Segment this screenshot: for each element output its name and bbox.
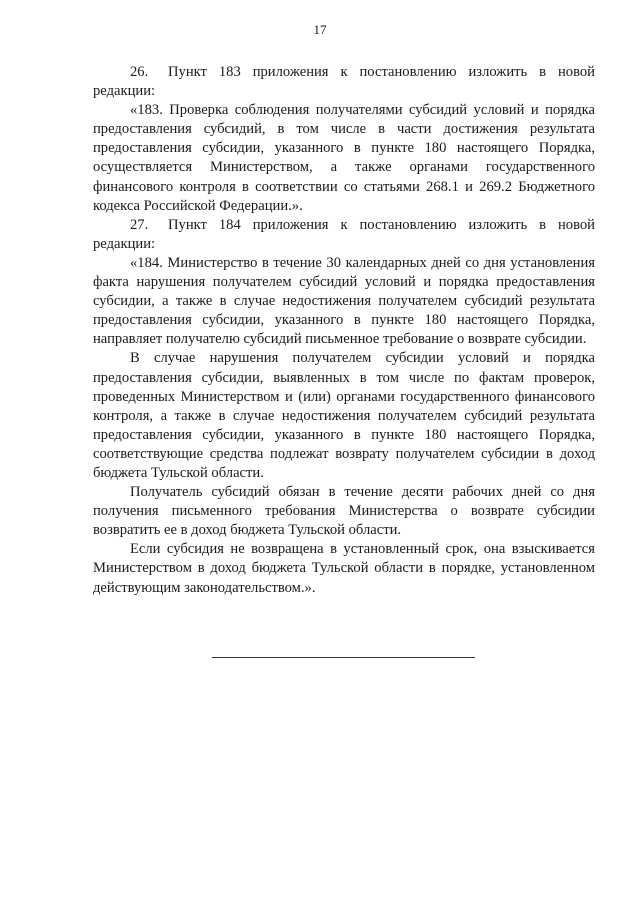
item-intro-text: Пункт 184 приложения к постановлению изложить в новой редакции:: [93, 216, 595, 252]
end-separator-line: [212, 657, 475, 658]
item-intro-text: Пункт 183 приложения к постановлению изложить в новой редакции:: [93, 64, 595, 100]
item-number: 26.: [130, 64, 149, 80]
item-number: 27.: [130, 216, 149, 233]
item-27-paragraph: В случае нарушения получателем субсидии условий и порядка предоставления субсидии, выявленных в том числе по фактам проверок, проведенных Министерством и (или) органами государственного финансового контроля, а также в случае недостижения получателем субсидий результата предоставления субсидии, указанного в пункте 180 настоящего Порядка, соответствующие средства подлежат возврату получателем субсидии в доход бюджета Тульской области.: [93, 350, 595, 481]
page-number: 17: [313, 22, 327, 37]
item-27-intro: [93, 216, 595, 254]
item-27-paragraph: «184. Министерство в течение 30 календарных дней со дня установления факта нарушения получателем субсидий условий и порядка предоставления субсидии, а также в случае недостижения получателем субсидий результата предоставления субсидии, указанного в пункте 180 настоящего Порядка, направляет получателю субсидий письменное требование о возврате субсидии.: [93, 254, 595, 348]
item-27-paragraph: Получатель субсидий обязан в течение десяти рабочих дней со дня получения письменного требования Министерства о возврате субсидии возвратить ее в доход бюджета Тульской области.: [93, 484, 595, 539]
document-body: [93, 63, 595, 598]
item-26-intro: [93, 63, 595, 101]
item-26-paragraph: «183. Проверка соблюдения получателями субсидий условий и порядка предоставления субсидий, в том числе в части достижения результата предоставления субсидии, указанного в пункте 180 настоящего Порядка, осуществляется Министерством, а также органами государственного финансового контроля в соответствии со статьями 268.1 и 269.2 Бюджетного кодекса Российской Федерации.».: [93, 102, 595, 214]
item-27-paragraph: Если субсидия не возвращена в установленный срок, она взыскивается Министерством в доход бюджета Тульской области в порядке, установленном действующим законодательством.».: [93, 541, 595, 596]
